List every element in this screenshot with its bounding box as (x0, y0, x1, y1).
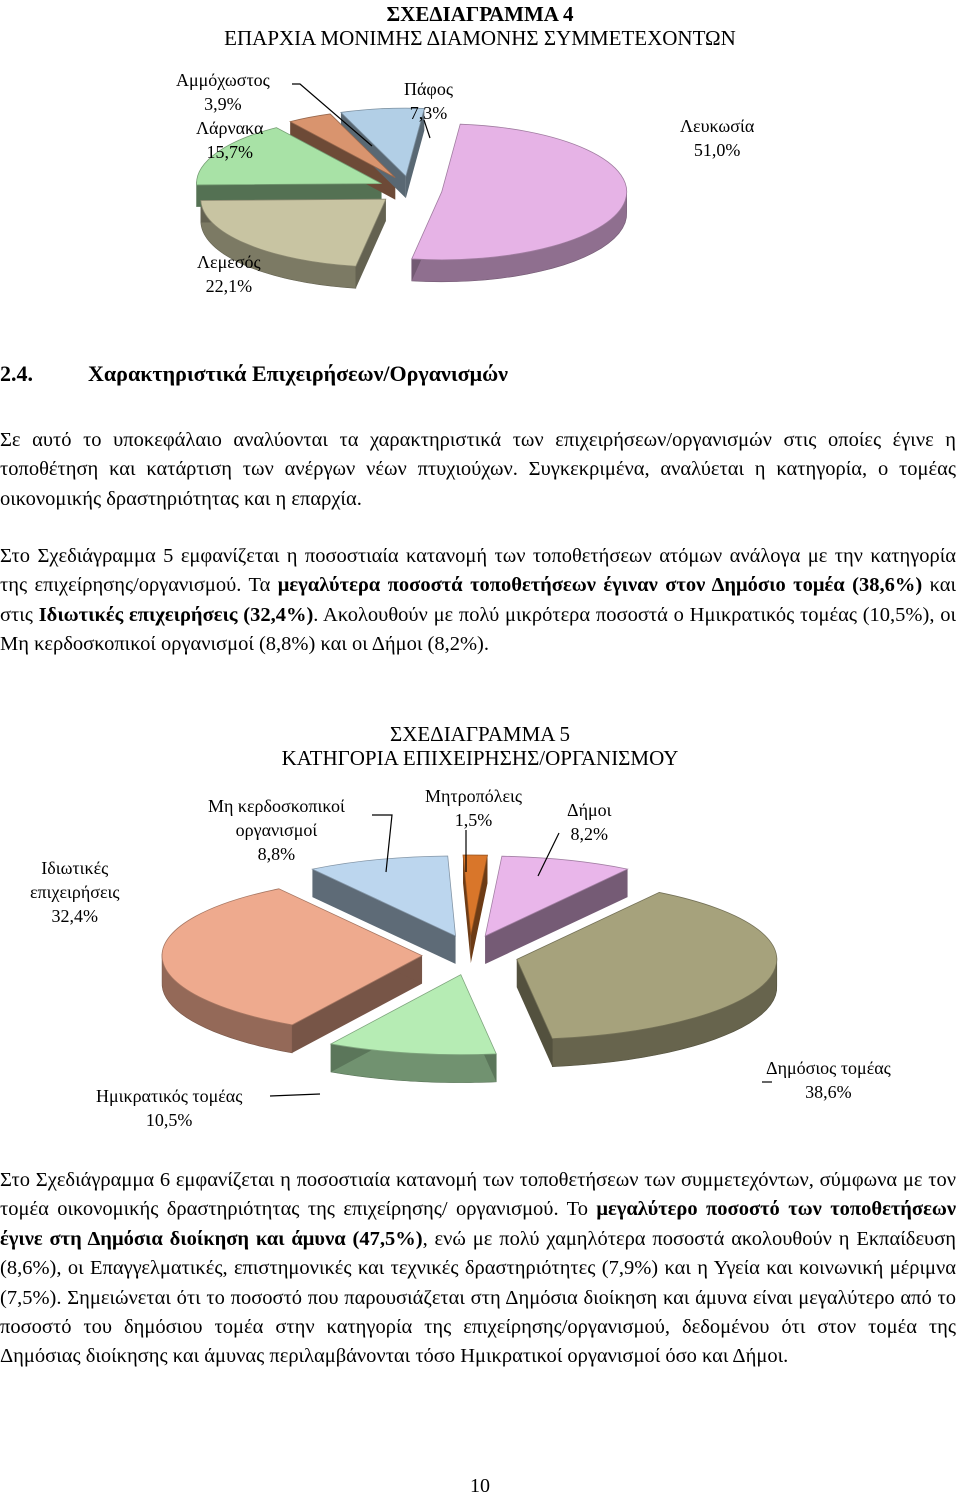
label-nonprofit-line2: οργανισμοί (235, 820, 318, 840)
label-metropolis (425, 784, 522, 832)
paragraph-2-bold-b: μεγαλύτερα ποσοστά τοποθετήσεων έγιναν στον Δημόσιο τομέα (38,6%) (277, 574, 923, 597)
label-metropolis-name: Μητροπόλεις (425, 786, 522, 806)
paragraph-1: Σε αυτό το υποκεφάλαιο αναλύονται τα χαρακτηριστικά των επιχειρήσεων/οργανισμών στις οποίες έγινε η τοποθέτηση και κατάρτιση των ανέργων νέων πτυχιούχων. Συγκεκριμένα, αναλύεται η κατηγορία, ο τομέας οικονομικής δραστηριότητας και η επαρχία. (0, 429, 956, 510)
label-famagusta-value: 3,9% (204, 94, 242, 114)
section-heading (0, 361, 508, 387)
label-nonprofit-value: 8,8% (257, 844, 296, 864)
paragraph-3-text-c: , ενώ με πολύ χαμηλότερα ποσοστά ακολουθούν η Εκπαίδευση (8,6%), οι Επαγγελματικές, επιστημονικές και τεχνικές δραστηριότητες (7,9%) και η Υγεία και κοινωνική μέριμνα (7,5%). Σημειώνεται ότι το ποσοστό που παρουσιάζεται στη Δημόσια διοίκηση και άμυνα είναι μεγαλύτερο από το ποσοστό του δημόσιου τομέα στην κατηγορία της επιχείρησης/οργανισμού, δεδομένου ότι στον τομέα της Δημόσιας διοίκησης και άμυνας περιλαμβάνονται τόσο Ημικρατικοί οργανισμοί όσο και Δήμοι. (0, 1227, 956, 1368)
label-famagusta (176, 68, 270, 116)
label-nicosia-name: Λευκωσία (680, 116, 755, 136)
paragraph-3-bold-b: μεγαλύτερο ποσοστό των τοποθετήσεων έγινε στη Δημόσια διοίκηση και άμυνα (47,5%) (0, 1198, 956, 1250)
label-limassol (197, 250, 261, 298)
label-private (30, 856, 120, 928)
section-number: 2.4. (0, 361, 33, 386)
label-nicosia (680, 114, 754, 162)
label-nicosia-value: 51,0% (693, 140, 741, 160)
chart5-title-line2: ΚΑΤΗΓΟΡΙΑ ΕΠΙΧΕΙΡΗΣΗΣ/ΟΡΓΑΝΙΣΜΟΥ (281, 746, 679, 770)
label-municip (567, 798, 611, 846)
label-larnaca (196, 116, 263, 164)
label-private-value: 32,4% (51, 906, 98, 926)
label-semi-value: 10,5% (145, 1110, 193, 1130)
label-semi (96, 1084, 242, 1132)
label-public (766, 1056, 891, 1104)
label-paphos-name: Πάφος (404, 79, 453, 99)
label-paphos-value: 7,3% (409, 103, 448, 123)
label-paphos (404, 77, 453, 125)
chart5-title (0, 722, 960, 770)
paragraph-2-bold-d: Ιδιωτικές επιχειρήσεις (32,4%) (38, 603, 314, 626)
paragraph-2 (0, 542, 956, 660)
paragraph-3 (0, 1166, 956, 1372)
chart4-title-line1: ΣΧΕΔΙΑΓΡΑΜΜΑ 4 (386, 2, 574, 26)
label-municip-value: 8,2% (570, 824, 608, 844)
label-larnaca-value: 15,7% (206, 142, 253, 162)
label-public-value: 38,6% (805, 1082, 852, 1102)
paragraph-2-text-c: και στις (0, 574, 957, 626)
label-semi-name: Ημικρατικός τομέας (96, 1086, 243, 1106)
label-nonprofit (208, 794, 345, 866)
chart5-pie (162, 855, 777, 1083)
label-public-name: Δημόσιος τομέας (766, 1058, 891, 1078)
label-limassol-value: 22,1% (205, 276, 253, 296)
label-larnaca-name: Λάρνακα (196, 118, 264, 138)
label-famagusta-name: Αμμόχωστος (176, 70, 270, 90)
leader-line-semi (270, 1094, 320, 1096)
label-metropolis-value: 1,5% (454, 810, 493, 830)
label-private-line2: επιχειρήσεις (30, 882, 120, 902)
section-title: Χαρακτηριστικά Επιχειρήσεων/Οργανισμών (88, 361, 508, 386)
label-municip-name: Δήμοι (567, 800, 612, 820)
paragraph-2-text-a: Στο Σχεδιάγραμμα 5 εμφανίζεται η ποσοστιαία κατανομή των τοποθετήσεων ατόμων ανάλογα με την κατηγορία της επιχείρησης/οργανισμού. Τα (0, 545, 956, 597)
paragraph-3-text-a: Στο Σχεδιάγραμμα 6 εμφανίζεται η ποσοστιαία κατανομή των τοποθετήσεων των συμμετεχόντων, σύμφωνα με τον τομέα οικονομικής δραστηριότητας της επιχείρησης/ οργανισμού. Το (0, 1169, 956, 1221)
page-number: 10 (470, 1475, 490, 1497)
chart4-title-line2: ΕΠΑΡΧΙΑ ΜΟΝΙΜΗΣ ΔΙΑΜΟΝΗΣ ΣΥΜΜΕΤΕΧΟΝΤΩΝ (224, 26, 736, 50)
label-private-line1: Ιδιωτικές (41, 858, 109, 878)
paragraph-2-text-e: . Ακολουθούν με πολύ μικρότερα ποσοστά ο Ημικρατικός τομέας (10,5%), οι Μη κερδοσκοπικοί οργανισμοί (8,8%) και οι Δήμοι (8,2%). (0, 603, 956, 656)
chart5-title-line1: ΣΧΕΔΙΑΓΡΑΜΜΑ 5 (389, 722, 571, 746)
label-nonprofit-line1: Μη κερδοσκοπικοί (208, 796, 345, 816)
label-limassol-name: Λεμεσός (197, 252, 261, 272)
